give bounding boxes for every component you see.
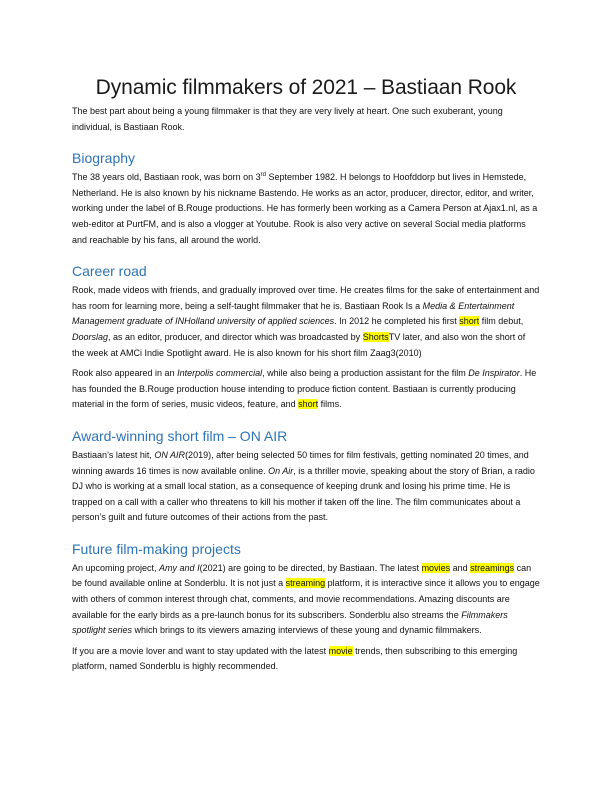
page-title: Dynamic filmmakers of 2021 – Bastiaan Rook — [95, 76, 517, 99]
document-page — [72, 70, 540, 680]
biography-paragraph: The 38 years old, Bastiaan rook, was born on 3rd September 1982. H belongs to Hoofddorp but lives in Hemstede, Netherland. He is also known by his nickname Bastendo. He works as an actor, producer, director, editor, and writer, working under the label of B.Rouge productions. He has formerly been working as a Camera Person at Ajax1.nl, as a web-editor at PurtFM, and is also a vlogger at Youtube. Rook is also very active on several Social media platforms and reachable by his fans, all around the world. — [72, 172, 538, 245]
highlight-movie: movie — [328, 645, 353, 656]
future-paragraph-1: An upcoming project, Amy and I(2021) are going to be directed, by Bastiaan. The latest movies and streamings can be found available online at Sonderblu. It is not just a streaming platform, it is interactive since it allows you to engage with others of common interest through chat, comments, and movie recommendations. Amazing discounts are available for the early birds as a pre-launch bonus for its subscribers. Sonderblu also streams the Filmmakers spotlight series which brings to its viewers amazing interviews of these young and dynamic filmmakers. — [72, 562, 540, 636]
future-heading: Future film-making projects — [72, 540, 241, 557]
highlight-movies: movies — [421, 562, 451, 573]
highlight-short: short — [459, 316, 480, 327]
career-paragraph-1: Rook, made videos with friends, and gradually improved over time. He creates films for the sake of entertainment and has room for learning more, being a self-taught filmmaker that he is. Bastiaan Rook Is a Media & Entertainment Management graduate of INHolland university of applied sciences. In 2012 he completed his first short film debut, Doorslag, as an editor, producer, and director which was broadcasted by ShortsTV later, and also won the short of the week at AMCi Indie Spotlight award. He is also known for his short film Zaag3(2010) — [72, 285, 540, 358]
biography-heading: Biography — [72, 150, 136, 167]
highlight-short: short — [298, 399, 319, 410]
intro-paragraph: The best part about being a young filmmaker is that they are very lively at heart. One such exuberant, young individual, is Bastiaan Rook. — [72, 106, 503, 132]
highlight-streaming: streaming — [285, 578, 326, 589]
award-paragraph: Bastiaan’s latest hit, ON AIR(2019), after being selected 50 times for film festivals, getting nominated 20 times, and winning awards 16 times is now available online. On Air, is a thriller movie, speaking about the story of Brian, a radio DJ who is working at a small local station, as a consequence of keeping drunk and losing his prime time. He is trapped on a call with a caller who threatens to kill his mother if taken off the line. The film communicates about a person’s guilt and future outcomes of their actions from the past. — [72, 449, 535, 523]
highlight-streamings: streamings — [470, 562, 515, 573]
highlight-shorts: Shorts — [362, 331, 389, 342]
award-heading: Award-winning short film – ON AIR — [72, 427, 288, 444]
future-paragraph-2: If you are a movie lover and want to stay updated with the latest movie trends, then subscribing to this emerging platform, named Sonderblu is highly recommended. — [72, 645, 518, 672]
career-heading: Career road — [72, 263, 147, 280]
career-paragraph-2: Rook also appeared in an Interpolis commercial, while also being a production assistant for the film De Inspirator. He has founded the B.Rouge production house intending to produce fiction content. Bastiaan is currently producing material in the form of series, music videos, feature, and short films. — [72, 368, 537, 410]
